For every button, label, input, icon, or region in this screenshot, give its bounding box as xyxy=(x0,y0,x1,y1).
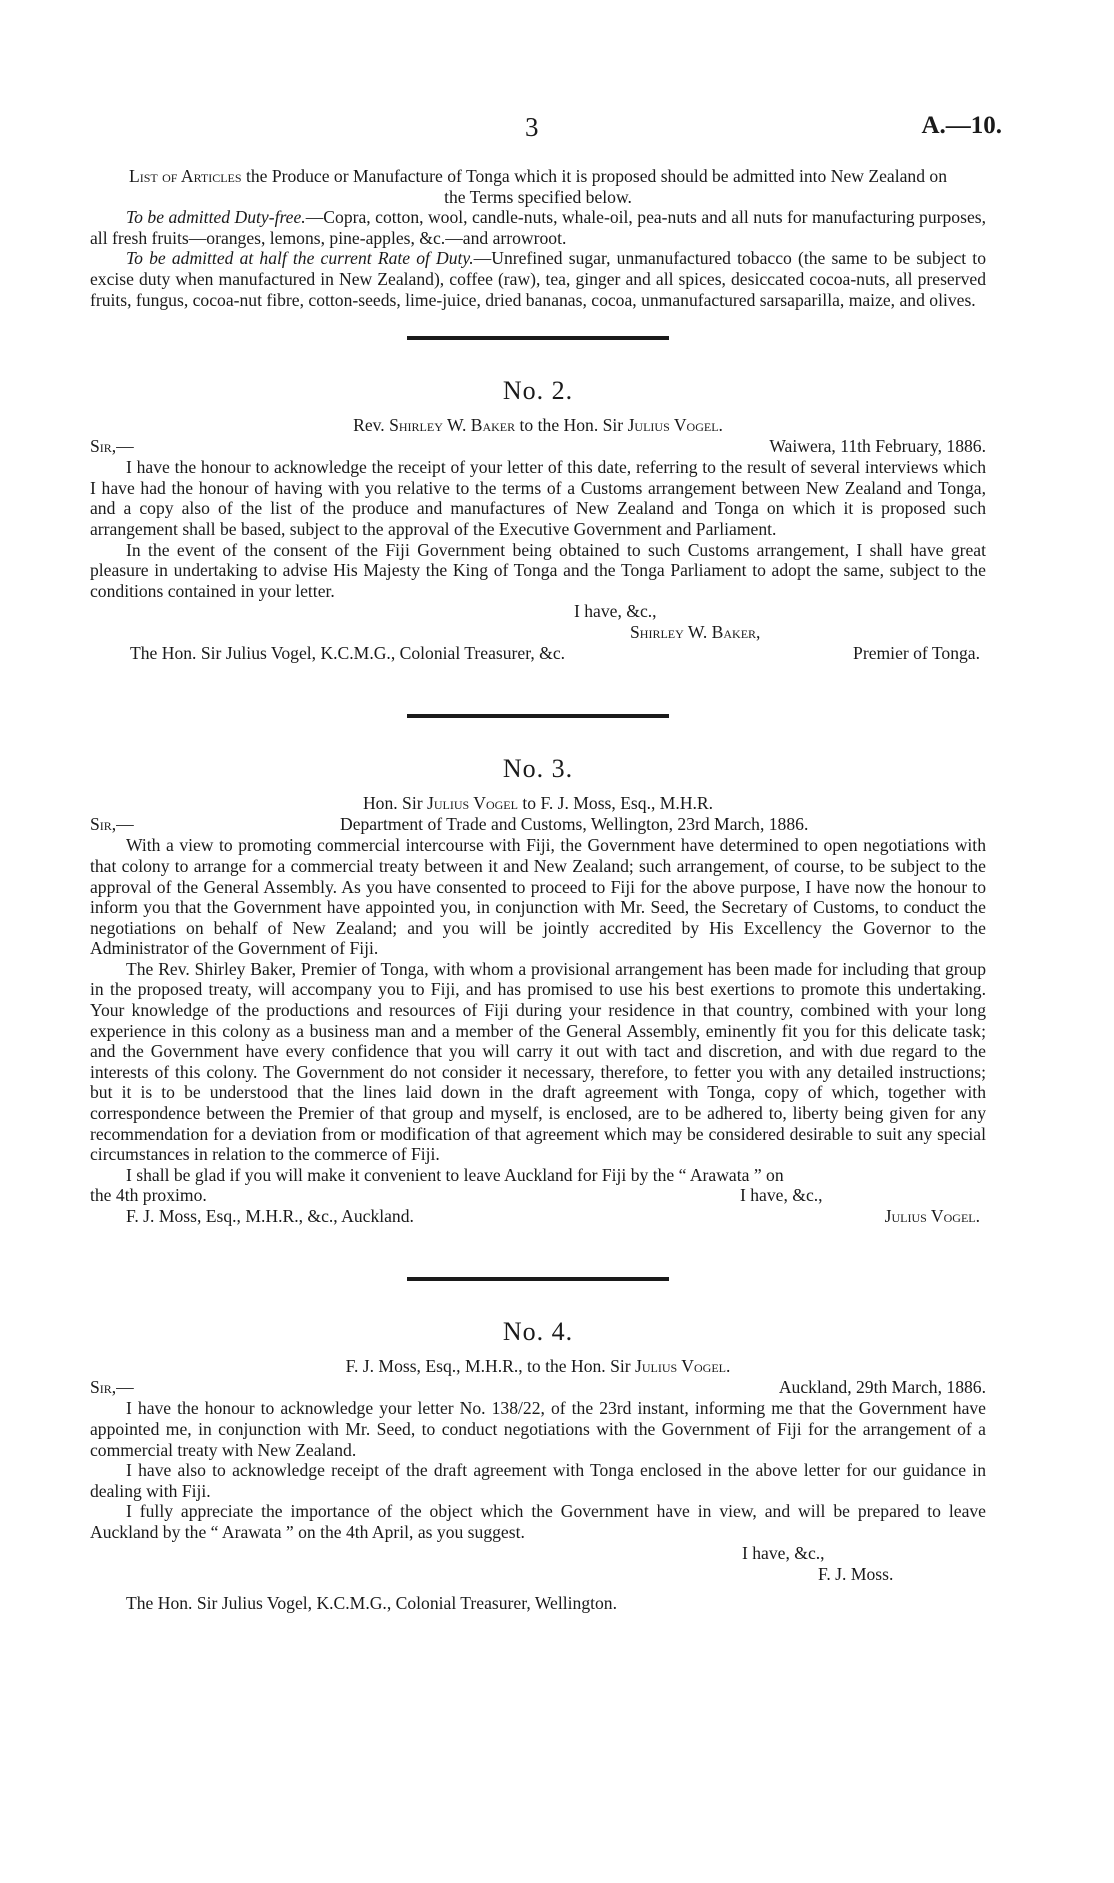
letter-title xyxy=(90,1355,986,1377)
paper-reference: A.—10. xyxy=(921,112,1002,139)
place-date: Waiwera, 11th February, 1886. xyxy=(769,436,986,457)
signatory-title: Premier of Tonga. xyxy=(853,643,980,664)
half-duty-label: To be admitted at half the current Rate of Duty. xyxy=(126,248,474,269)
letter-paragraph: I fully appreciate the importance of the object which the Government have in view, and will be prepared to leave Auckland by the “ Arawata ” on the 4th April, as you suggest. xyxy=(90,1501,986,1542)
letter-paragraph: I have the honour to acknowledge your letter No. 138/22, of the 23rd instant, informing me that the Government have appointed me, in conjunction with Mr. Seed, to conduct negotiations with the Government of Fiji for the arrangement of a commercial treaty with New Zealand. xyxy=(90,1398,986,1460)
letter-recipient: Julius Vogel. xyxy=(627,415,723,436)
closing: I have, &c., xyxy=(574,601,657,622)
letter-title: Hon. Sir Julius Vogel to F. J. Moss, Esq., M.H.R. xyxy=(362,793,714,814)
letter-paragraph: I shall be glad if you will make it convenient to leave Auckland for Fiji by the “ Arawata ” on xyxy=(126,1164,784,1185)
salutation-row xyxy=(90,436,986,457)
closing-row xyxy=(90,1185,986,1206)
letter-number: No. 2. xyxy=(502,376,574,406)
letter-number: No. 4. xyxy=(502,1317,574,1347)
duty-free-paragraph xyxy=(90,207,986,248)
signature: F. J. Moss. xyxy=(818,1563,894,1584)
addressee-row xyxy=(90,1593,986,1614)
closing: I have, &c., xyxy=(740,1185,823,1206)
letter-number: No. 3. xyxy=(502,754,574,784)
closing-row xyxy=(90,1543,986,1564)
letter-paragraph: I have also to acknowledge receipt of the draft agreement with Tonga enclosed in the above letter for our guidance in dealing with Fiji. xyxy=(90,1460,986,1501)
section-divider xyxy=(407,1277,669,1281)
articles-list-heading-caps: List of Articles xyxy=(128,166,242,186)
letter-paragraph: The Rev. Shirley Baker, Premier of Tonga, with whom a provisional arrangement has been made for including that group in the proposed treaty, will accompany you to Fiji, and has promised to use his best exertions to promote this undertaking. Your knowledge of the productions and resources of Fiji during your residence in that country, combined with your long experience in this colony as a business man and a member of the General Assembly, eminently fit you for this delicate task; and the Government have every confidence that you will carry it out with tact and discretion, and with due regard to the interests of this colony. The Government do not consider it necessary, therefore, to fetter you with any detailed instructions; but it is to be understood that the lines laid down in the draft agreement with Tonga, copy of which, together with correspondence between the Premier of that group and myself, is enclosed, are to be adhered to, liberty being given for any recommendation for a deviation from or modification of that agreement which may be considered desirable to suit any special circumstances in relation to the commerce of Fiji. xyxy=(90,958,986,1165)
addressee: The Hon. Sir Julius Vogel, K.C.M.G., Colonial Treasurer, &c. xyxy=(130,643,566,664)
salutation: Sir,— xyxy=(90,436,134,457)
half-duty-text: —Unrefined sugar, unmanufactured tobacco (the same to be subject to excise duty when manufactured in New Zealand), coffee (raw), tea, ginger and all spices, desiccated cocoa-nuts, all preserved fruits, fungus, cocoa-nut fibre, cotton-seeds, lime-juice, dried bananas, cocoa, unmanufactured sarsaparilla, maize, and olives. xyxy=(90,248,986,310)
section-divider xyxy=(407,336,669,340)
letter-sender: Julius Vogel xyxy=(426,793,518,814)
signature: Julius Vogel. xyxy=(884,1206,980,1227)
letter-no-4 xyxy=(90,1317,986,1613)
letter-sender: F. J. Moss, Esq., M.H.R., to the Hon. Sir xyxy=(345,1356,631,1377)
closing: I have, &c., xyxy=(742,1542,825,1563)
page-content xyxy=(90,166,986,1614)
addressee: F. J. Moss, Esq., M.H.R., &c., Auckland. xyxy=(126,1206,414,1227)
salutation: Sir,— xyxy=(90,1377,134,1398)
place-date: Department of Trade and Customs, Wellington, 23rd March, 1886. xyxy=(340,814,809,835)
signature: Shirley W. Baker, xyxy=(630,622,761,643)
salutation-row xyxy=(90,814,986,835)
letter-paragraph: I have the honour to acknowledge the receipt of your letter of this date, referring to the result of several interviews which I have had the honour of having with you relative to the terms of a Customs arrangement between New Zealand and Tonga, and a copy also of the list of the produce and manufactures of New Zealand and Tonga on which it is proposed such arrangement shall be based, subject to the approval of the Executive Government and Parliament. xyxy=(90,457,986,539)
section-divider xyxy=(407,714,669,718)
closing-row xyxy=(90,601,986,622)
addressee-row xyxy=(90,643,986,664)
letter-title: Rev. Shirley W. Baker to the Hon. Sir Julius Vogel. xyxy=(353,415,723,436)
letter-no-3 xyxy=(90,754,986,1227)
letter-recipient: Julius Vogel. xyxy=(635,1356,731,1377)
duty-free-text: —Copra, cotton, wool, candle-nuts, whale-oil, pea-nuts and all nuts for manufacturing purposes, all fresh fruits—oranges, lemons, pine-apples, &c.—and arrowroot. xyxy=(90,207,986,248)
letter-no-2 xyxy=(90,376,986,664)
signature-row xyxy=(90,622,986,643)
articles-list-section xyxy=(90,166,986,310)
articles-list-heading-rest: the Produce or Manufacture of Tonga which it is proposed should be admitted into New Zealand on the Terms specified below. xyxy=(245,166,948,207)
articles-list-heading xyxy=(90,166,986,207)
salutation: Sir,— xyxy=(90,814,134,835)
page-number: 3 xyxy=(525,112,539,142)
letter-paragraph-end: the 4th proximo. xyxy=(90,1185,207,1206)
half-duty-paragraph xyxy=(90,248,986,310)
letter-paragraph: With a view to promoting commercial intercourse with Fiji, the Government have determined to open negotiations with that colony to arrange for a commercial treaty between it and New Zealand; such arrangement, of course, to be subject to the approval of the General Assembly. As you have consented to proceed to Fiji for the above purpose, I have now the honour to inform you that the Government have appointed you, in conjunction with Mr. Seed, the Secretary of Customs, to conduct the negotiations on behalf of New Zealand; and you will be jointly accredited by His Excellency the Governor to the Administrator of the Government of Fiji. xyxy=(90,835,986,959)
signature-row xyxy=(90,1564,986,1585)
salutation-row xyxy=(90,1377,986,1398)
place-date: Auckland, 29th March, 1886. xyxy=(778,1377,986,1398)
letter-paragraph: In the event of the consent of the Fiji Government being obtained to such Customs arrangement, I shall have great pleasure in undertaking to advise His Majesty the King of Tonga and the Tonga Parliament to adopt the same, subject to the conditions contained in your letter. xyxy=(90,539,986,601)
letter-sender: Shirley W. Baker xyxy=(389,415,516,436)
duty-free-label: To be admitted Duty-free. xyxy=(126,207,306,228)
addressee-row xyxy=(90,1206,986,1227)
addressee: The Hon. Sir Julius Vogel, K.C.M.G., Colonial Treasurer, Wellington. xyxy=(126,1592,617,1613)
